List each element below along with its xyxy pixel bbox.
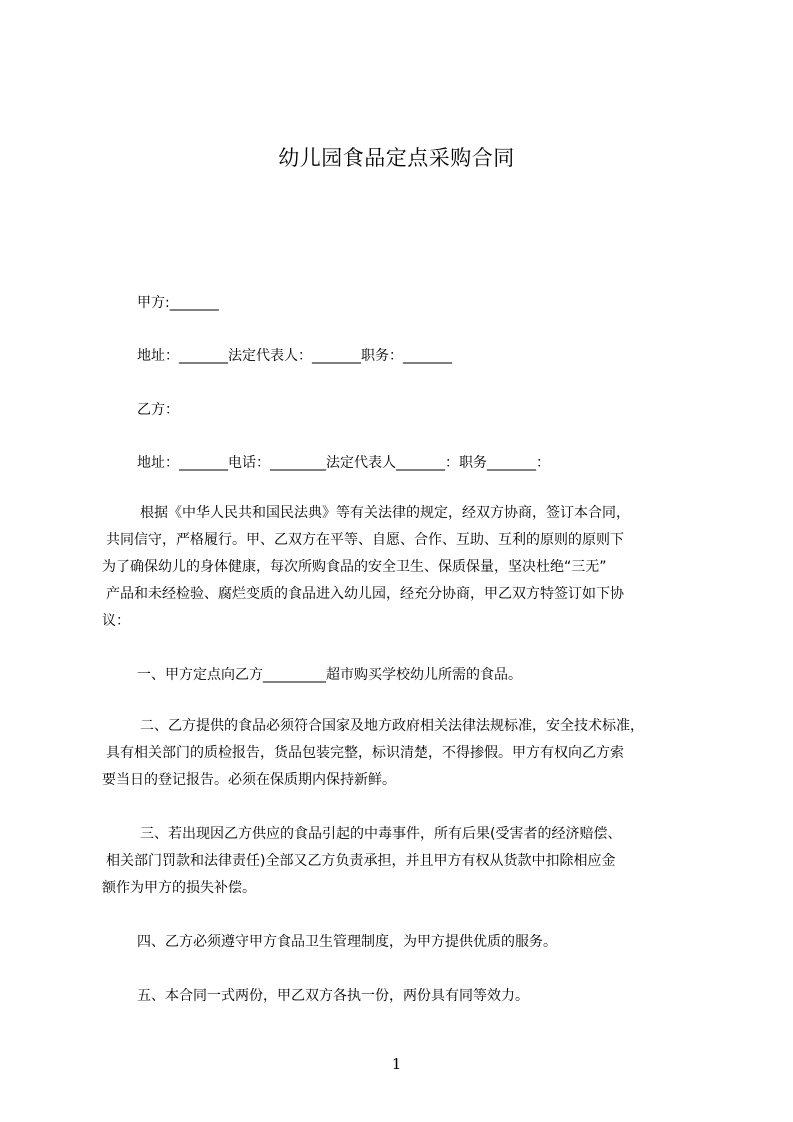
preamble-line: 根据《中华人民共和国民法典》等有关法律的规定，经双方协商，签订本合同， (140, 505, 630, 521)
clause-3 (102, 821, 694, 902)
preamble-line: 为了确保幼儿的身体健康，每次所购食品的安全卫生、保质保量，坚决杜绝“三无” (102, 559, 607, 575)
clause-line: 具有相关部门的质检报告，货品包装完整，标识清楚，不得掺假。甲方有权向乙方索 (106, 745, 624, 761)
contract-title: 幼儿园食品定点采购合同 (278, 146, 515, 170)
preamble-line: 共同信守，严格履行。甲、乙双方在平等、自愿、合作、互助、互利的原则的原则下 (106, 532, 624, 548)
clause-5: 五、本合同一式两份，甲乙双方各执一份，两份具有同等效力。 (137, 988, 529, 1004)
clause-4: 四、乙方必须遵守甲方食品卫生管理制度，为甲方提供优质的服务。 (137, 934, 557, 950)
page-number: 1 (391, 1055, 402, 1073)
party-a-address-line: 地址：_______法定代表人：_______职务：_______ (137, 348, 452, 364)
party-b-line: 乙方： (137, 402, 179, 418)
clause-line: 相关部门罚款和法律责任)全部又乙方负责承担，并且甲方有权从货款中扣除相应金 (106, 853, 616, 869)
preamble-line: 产品和未经检验、腐烂变质的食品进入幼儿园，经充分协商，甲乙双方特签订如下协 (106, 586, 624, 602)
preamble-paragraph (102, 500, 694, 635)
party-b-address-line: 地址：_______电话：________法定代表人_______：职务_______： (137, 455, 550, 471)
clause-line: 三、若出现因乙方供应的食品引起的中毒事件，所有后果(受害者的经济赔偿、 (140, 826, 622, 842)
party-a-line: 甲方:_______ (137, 295, 219, 311)
clause-line: 额作为甲方的损失补偿。 (102, 880, 256, 896)
clause-line: 二、乙方提供的食品必须符合国家及地方政府相关法律法规标准，安全技术标准， (140, 718, 644, 734)
clause-2 (102, 713, 694, 794)
preamble-line: 议： (102, 613, 130, 629)
clause-line: 要当日的登记报告。必须在保质期内保持新鲜。 (102, 772, 396, 788)
clause-1: 一、甲方定点向乙方_________超市购买学校幼儿所需的食品。 (137, 667, 522, 683)
